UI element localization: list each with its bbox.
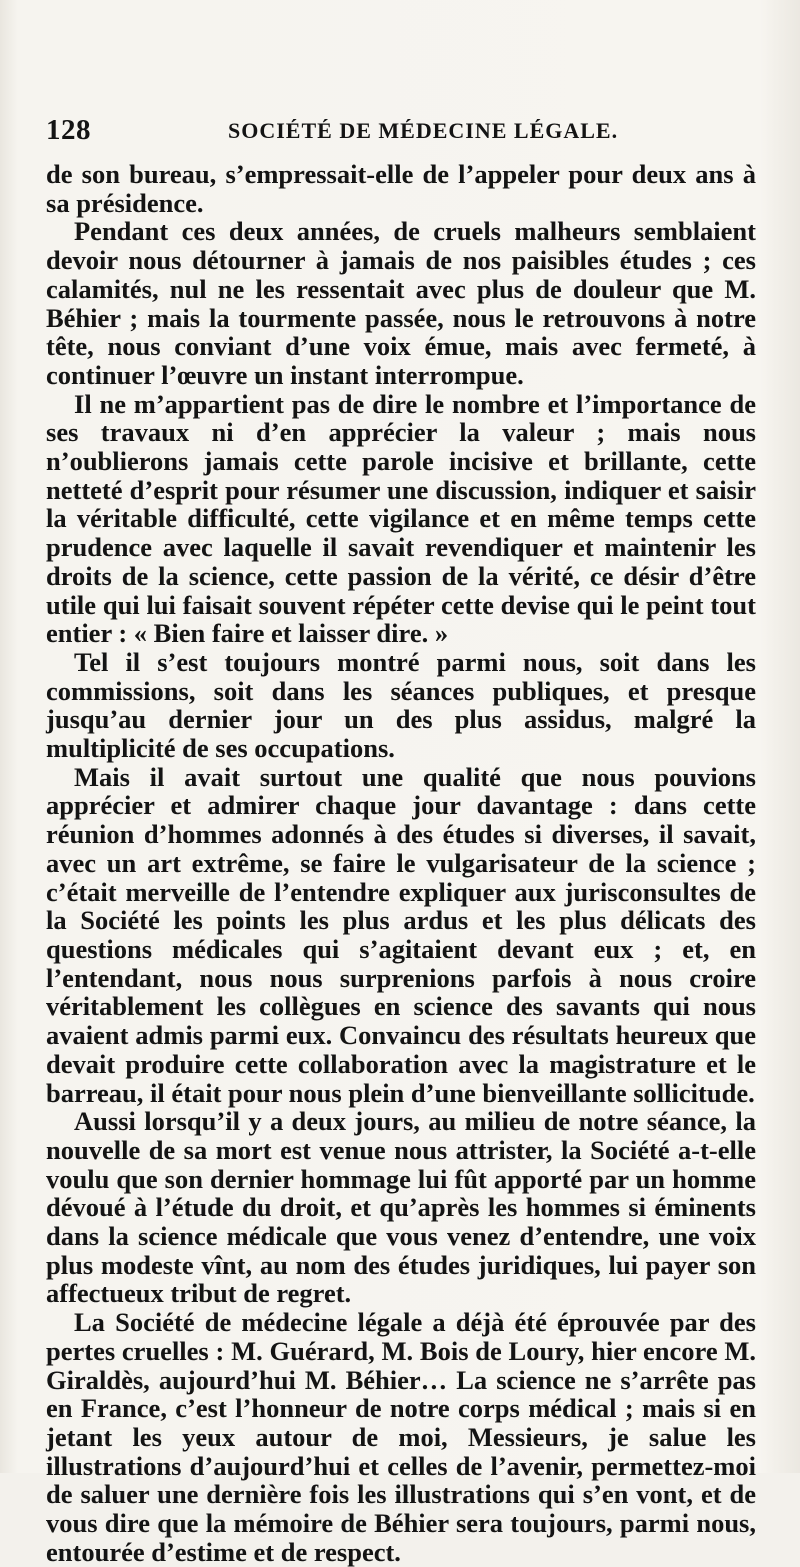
paragraph-7: La Société de médecine légale a déjà été éprouvée par des pertes cruelles : M. Guérard, M. Bois de Loury, hier encore M. Giraldès, aujourd’hui M. Béhier… La science ne s’arrête pas en France, c’est l’honneur de notre corps médical ; mais si en jetant les yeux autour de moi, Messieurs, je salue les illustrations d’aujourd’hui et celles de l’avenir, permettez-moi de saluer une dernière fois les illustrations qui s’en vont, et de vous dire que la mémoire de Béhier sera toujours, parmi nous, entourée d’estime et de respect.	[46, 1307, 756, 1567]
paragraph-3: Il ne m’appartient pas de dire le nombre et l’importance de ses travaux ni d’en apprécier la valeur ; mais nous n’oublierons jamais cette parole incisive et brillante, cette netteté d’esprit pour résumer une discussion, indiquer et saisir la véritable difficulté, cette vigilance et en même temps cette prudence avec laquelle il savait revendiquer et maintenir les droits de la science, cette passion de la vérité, ce désir d’être utile qui lui faisait souvent répéter cette devise qui le peint tout entier : « Bien faire et laisser dire. »	[46, 388, 756, 649]
paragraph-1: de son bureau, s’empressait-elle de l’appeler pour deux ans à sa présidence.	[46, 159, 756, 218]
paragraph-5: Mais il avait surtout une qualité que nous pouvions apprécier et admirer chaque jour davantage : dans cette réunion d’hommes adonnés à des études si diverses, il savait, avec un art extrême, se faire le vulgarisateur de la science ; c’était merveille de l’entendre expliquer aux jurisconsultes de la Société les points les plus ardus et les plus délicats des questions médicales qui s’agitaient devant eux ; et, en l’entendant, nous nous surprenions parfois à nous croire véritablement les collègues en science des savants qui nous avaient admis parmi eux. Convaincu des résultats heureux que devait produire cette collaboration avec la magistrature et le barreau, il était pour nous plein d’une bienveillante sollicitude.	[46, 761, 756, 1108]
page-number: 128	[46, 114, 91, 146]
paragraph-4: Tel il s’est toujours montré parmi nous, soit dans les commissions, soit dans les séances publiques, et presque jusqu’au dernier jour un des plus assidus, malgré la multiplicité de ses occupations.	[46, 646, 756, 764]
running-head: SOCIÉTÉ DE MÉDECINE LÉGALE.	[228, 118, 619, 143]
page-header	[46, 114, 756, 154]
paragraph-2: Pendant ces deux années, de cruels malheurs semblaient devoir nous détourner à jamais de nos paisibles études ; ces calamités, nul ne les ressentait avec plus de douleur que M. Béhier ; mais la tourmente passée, nous le retrouvons à notre tête, nous conviant d’une voix émue, mais avec fermeté, à continuer l’œuvre un instant interrompue.	[46, 216, 756, 390]
body-text	[46, 160, 756, 1566]
paragraph-6: Aussi lorsqu’il y a deux jours, au milieu de notre séance, la nouvelle de sa mort est venue nous attrister, la Société a-t-elle voulu que son dernier hommage lui fût apporté par un homme dévoué à l’étude du droit, et qu’après les hommes si éminents dans la science médicale que vous venez d’entendre, une voix plus modeste vînt, au nom des études juridiques, lui payer son affectueux tribut de regret.	[46, 1106, 756, 1309]
